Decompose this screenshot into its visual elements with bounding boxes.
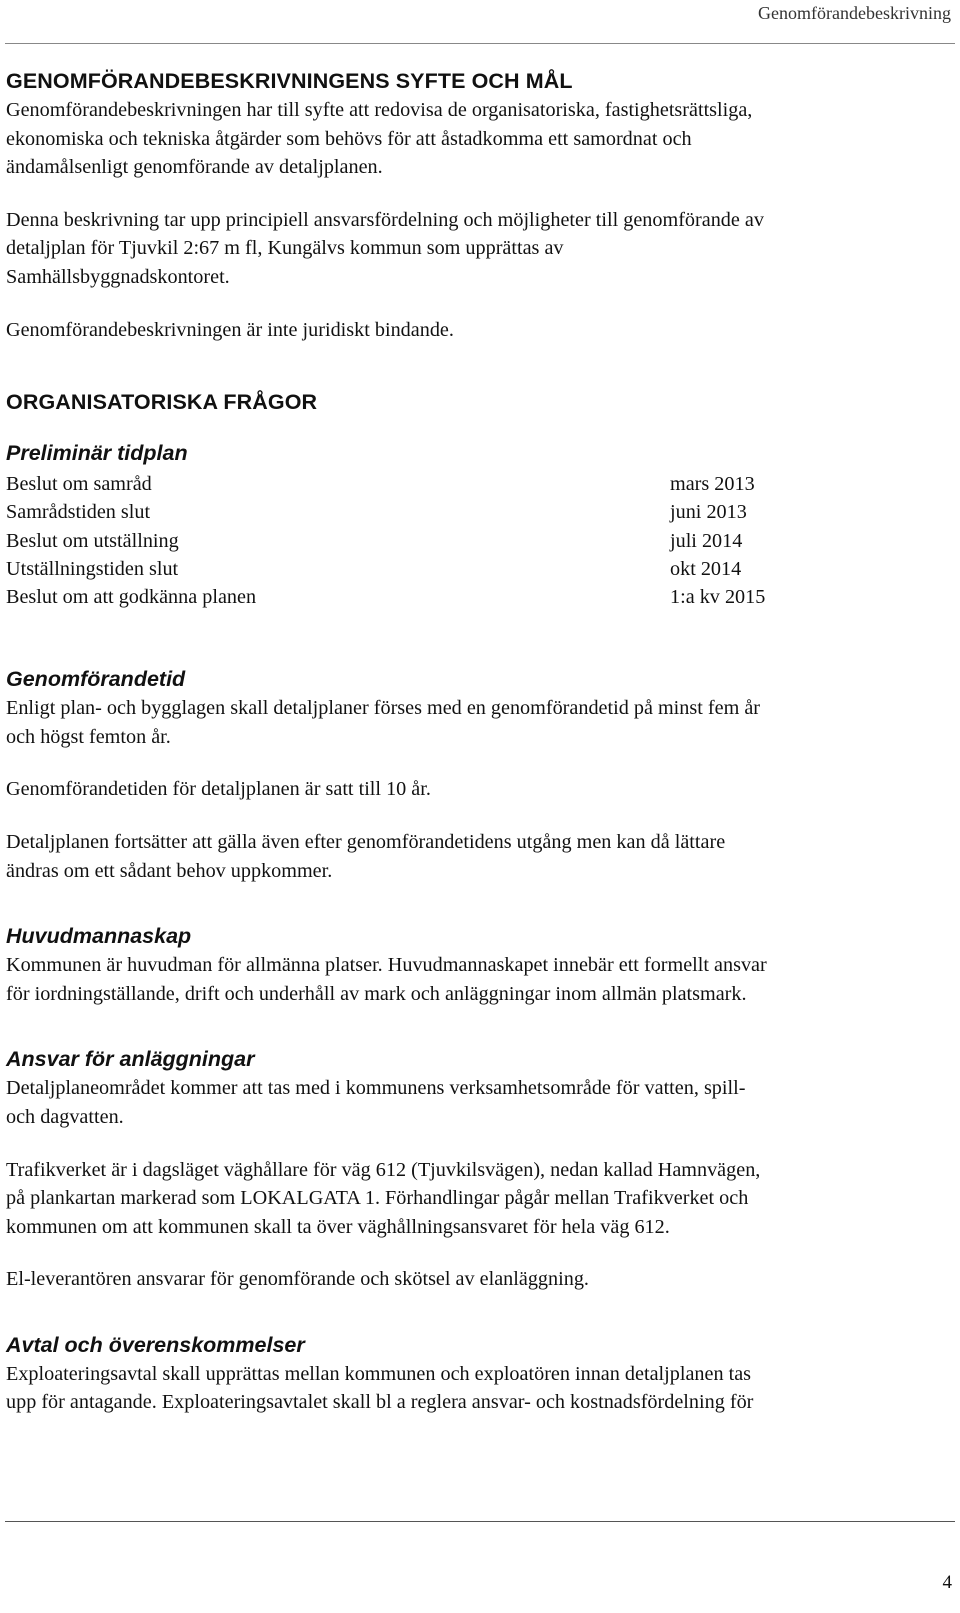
- schedule-date: juni 2013: [670, 501, 747, 524]
- paragraph-syfte-1: [6, 96, 946, 182]
- paragraph-syfte-3: [6, 316, 946, 345]
- paragraph-ansvar-1: [6, 1074, 946, 1131]
- subheading-genomforandetid: Genomförandetid: [6, 667, 186, 692]
- text-line: på plankartan markerad som LOKALGATA 1. Förhandlingar pågår mellan Trafikverket och: [6, 1187, 749, 1210]
- schedule-row: [6, 470, 946, 498]
- text-line: ändamålsenligt genomförande av detaljplanen.: [6, 156, 383, 179]
- text-line: ekonomiska och tekniska åtgärder som behövs för att åstadkomma ett samordnat och: [6, 127, 692, 150]
- text-line: Exploateringsavtal skall upprättas mellan kommunen och exploatören innan detaljplanen tas: [6, 1362, 752, 1385]
- text-line: kommunen om att kommunen skall ta över väghållningsansvaret för hela väg 612.: [6, 1215, 670, 1238]
- schedule-event: Samrådstiden slut: [6, 501, 151, 524]
- text-line: ändras om ett sådant behov uppkommer.: [6, 859, 333, 882]
- paragraph-genomforandetid-2: [6, 775, 946, 804]
- paragraph-genomforandetid-3: [6, 828, 946, 885]
- page-content: [6, 66, 946, 1417]
- text-line: och dagvatten.: [6, 1105, 124, 1128]
- paragraph-syfte-2: [6, 206, 946, 292]
- section-heading-org: ORGANISATORISKA FRÅGOR: [6, 390, 318, 415]
- schedule-row: [6, 498, 946, 526]
- schedule-table: [6, 470, 946, 611]
- running-header: Genomförandebeskrivning: [758, 3, 951, 23]
- text-line: upp för antagande. Exploateringsavtalet skall bl a reglera ansvar- och kostnadsfördelning för: [6, 1391, 754, 1414]
- schedule-date: mars 2013: [670, 473, 755, 496]
- text-line: Enligt plan- och bygglagen skall detaljplaner förses med en genomförandetid på minst fem år: [6, 697, 760, 720]
- paragraph-huvudmannaskap-1: [6, 951, 946, 1008]
- text-line: Genomförandetiden för detaljplanen är satt till 10 år.: [6, 778, 431, 801]
- text-line: Kommunen är huvudman för allmänna platser. Huvudmannaskapet innebär ett formellt ansvar: [6, 954, 767, 977]
- schedule-date: okt 2014: [670, 557, 742, 580]
- footer-divider: [5, 1521, 955, 1522]
- schedule-row: [6, 555, 946, 583]
- schedule-row: [6, 583, 946, 611]
- text-line: detaljplan för Tjuvkil 2:67 m fl, Kungälvs kommun som upprättas av: [6, 237, 564, 260]
- text-line: Samhällsbyggnadskontoret.: [6, 265, 230, 288]
- schedule-event: Utställningstiden slut: [6, 557, 179, 580]
- text-line: Genomförandebeskrivningen är inte juridiskt bindande.: [6, 318, 454, 341]
- subheading-huvudmannaskap: Huvudmannaskap: [6, 924, 192, 949]
- schedule-row: [6, 527, 946, 555]
- text-line: Detaljplaneområdet kommer att tas med i kommunens verksamhetsområde för vatten, spill-: [6, 1077, 746, 1100]
- subheading-tidplan: Preliminär tidplan: [6, 441, 188, 466]
- paragraph-genomforandetid-1: [6, 694, 946, 751]
- text-line: Detaljplanen fortsätter att gälla även efter genomförandetidens utgång men kan då lättare: [6, 830, 726, 853]
- text-line: och högst femton år.: [6, 725, 171, 748]
- text-line: Genomförandebeskrivningen har till syfte att redovisa de organisatoriska, fastighetsrättsliga,: [6, 99, 753, 121]
- subheading-avtal: Avtal och överenskommelser: [6, 1332, 305, 1357]
- schedule-event: Beslut om samråd: [6, 473, 152, 496]
- text-line: för iordningställande, drift och underhåll av mark och anläggningar inom allmän platsmark.: [6, 982, 747, 1005]
- schedule-date: 1:a kv 2015: [670, 585, 766, 608]
- paragraph-avtal-1: [6, 1360, 946, 1417]
- text-line: Trafikverket är i dagsläget väghållare för väg 612 (Tjuvkilsvägen), nedan kallad Hamnvägen,: [6, 1158, 761, 1181]
- paragraph-ansvar-3: [6, 1265, 946, 1294]
- paragraph-ansvar-2: [6, 1156, 946, 1242]
- subheading-ansvar: Ansvar för anläggningar: [6, 1047, 255, 1072]
- schedule-event: Beslut om utställning: [6, 529, 179, 552]
- text-line: Denna beskrivning tar upp principiell ansvarsfördelning och möjligheter till genomförande av: [6, 208, 764, 231]
- schedule-event: Beslut om att godkänna planen: [6, 585, 257, 608]
- section-heading-syfte: GENOMFÖRANDEBESKRIVNINGENS SYFTE OCH MÅL: [6, 69, 573, 93]
- text-line: El-leverantören ansvarar för genomförande och skötsel av elanläggning.: [6, 1268, 589, 1291]
- schedule-date: juli 2014: [670, 529, 743, 552]
- header-divider: [5, 43, 955, 44]
- page-number: 4: [942, 1572, 952, 1593]
